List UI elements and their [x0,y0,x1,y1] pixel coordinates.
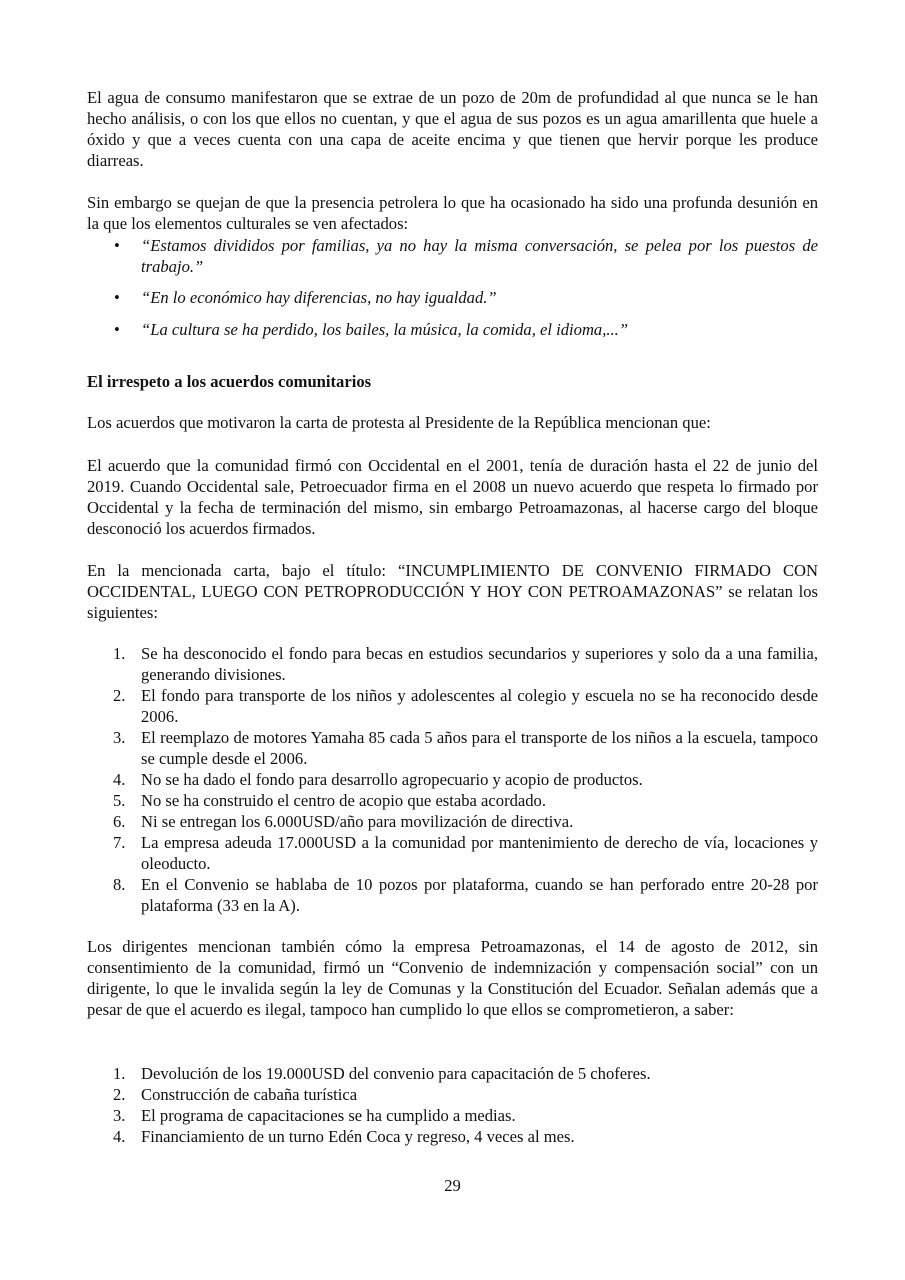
list-number: 6. [113,812,126,831]
paragraph-letter [87,560,818,623]
list-number: 2. [113,686,126,705]
paragraph-occidental [87,455,818,539]
paragraph-text: En la mencionada carta, bajo el título: “INCUMPLIMIENTO DE CONVENIO FIRMADO CON OCCIDENTAL, LUEGO CON PETROPRODUCCIÓN Y HOY CON PETROAMAZONAS” se relatan los siguientes: [87,561,818,622]
list-text: No se ha dado el fondo para desarrollo agropecuario y acopio de productos. [141,770,643,789]
list-item [87,790,818,811]
quote-text: “La cultura se ha perdido, los bailes, la música, la comida, el idioma,...” [141,320,629,339]
list-text: La empresa adeuda 17.000USD a la comunidad por mantenimiento de derecho de vía, locaciones y oleoducto. [141,833,818,873]
list-text: Devolución de los 19.000USD del convenio para capacitación de 5 choferes. [141,1064,651,1083]
list-number: 3. [113,1106,126,1125]
section-heading-block [87,371,818,392]
commitments-list [87,1063,818,1147]
list-item [87,643,818,685]
paragraph-agreements [87,412,818,433]
list-number: 5. [113,791,126,810]
paragraph-text: Los acuerdos que motivaron la carta de protesta al Presidente de la República mencionan que: [87,413,711,432]
list-number: 7. [113,833,126,852]
list-text: Ni se entregan los 6.000USD/año para movilización de directiva. [141,812,574,831]
section-heading: El irrespeto a los acuerdos comunitarios [87,372,372,391]
list-text: Financiamiento de un turno Edén Coca y regreso, 4 veces al mes. [141,1127,575,1146]
list-item [87,769,818,790]
paragraph-disunion [87,192,818,234]
complaints-list [87,643,818,916]
list-item [87,685,818,727]
list-text: El reemplazo de motores Yamaha 85 cada 5 años para el transporte de los niños a la escuela, tampoco se cumple desde el 2006. [141,728,818,768]
paragraph-text: Sin embargo se quejan de que la presencia petrolera lo que ha ocasionado ha sido una profunda desunión en la que los elementos culturales se ven afectados: [87,193,818,233]
list-text: Construcción de cabaña turística [141,1085,358,1104]
quote-item [87,235,818,277]
list-number: 2. [113,1085,126,1104]
list-text: No se ha construido el centro de acopio que estaba acordado. [141,791,547,810]
list-item [87,811,818,832]
list-number: 3. [113,728,126,747]
paragraph-text: El acuerdo que la comunidad firmó con Occidental en el 2001, tenía de duración hasta el 22 de junio del 2019. Cuando Occidental sale, Petroecuador firma en el 2008 un nuevo acuerdo que respeta lo firmado por Occidental y la fecha de terminación del mismo, sin embargo Petroamazonas, al hacerse cargo del bloque desconoció los acuerdos firmados. [87,456,818,538]
quote-list [87,235,818,340]
list-text: El programa de capacitaciones se ha cumplido a medias. [141,1106,516,1125]
bullet-icon: • [114,320,120,339]
list-number: 1. [113,1064,126,1083]
quote-text: “En lo económico hay diferencias, no hay igualdad.” [141,288,497,307]
list-item [87,1105,818,1126]
quote-text: “Estamos divididos por familias, ya no hay la misma conversación, se pelea por los puestos de trabajo.” [141,236,818,276]
paragraph-text: El agua de consumo manifestaron que se extrae de un pozo de 20m de profundidad al que nunca se le han hecho análisis, o con los que ellos no cuentan, y que el agua de sus pozos es un agua amarillenta que huele a óxido y que a veces cuenta con una capa de aceite encima y que tienen que hervir porque les produce diarreas. [87,88,818,170]
list-text: Se ha desconocido el fondo para becas en estudios secundarios y superiores y solo da a una familia, generando divisiones. [141,644,818,684]
paragraph-text: Los dirigentes mencionan también cómo la empresa Petroamazonas, el 14 de agosto de 2012, sin consentimiento de la comunidad, firmó un “Convenio de indemnización y compensación social” con un dirigente, lo que le invalida según la ley de Comunas y la Constitución del Ecuador. Señalan además que a pesar de que el acuerdo es ilegal, tampoco han cumplido lo que ellos se comprometieron, a saber: [87,937,818,1019]
quote-item [87,287,818,308]
list-item [87,1084,818,1105]
list-number: 4. [113,1127,126,1146]
list-number: 1. [113,644,126,663]
list-item [87,832,818,874]
paragraph-water [87,87,818,171]
list-number: 4. [113,770,126,789]
list-item [87,1126,818,1147]
list-text: El fondo para transporte de los niños y adolescentes al colegio y escuela no se ha reconocido desde 2006. [141,686,818,726]
list-text: En el Convenio se hablaba de 10 pozos por plataforma, cuando se han perforado entre 20-28 por plataforma (33 en la A). [141,875,818,915]
bullet-icon: • [114,288,120,307]
page-number: 29 [444,1176,461,1195]
quote-item [87,319,818,340]
list-item [87,1063,818,1084]
bullet-icon: • [114,236,120,255]
list-number: 8. [113,875,126,894]
paragraph-leaders [87,936,818,1020]
list-item [87,874,818,916]
list-item [87,727,818,769]
